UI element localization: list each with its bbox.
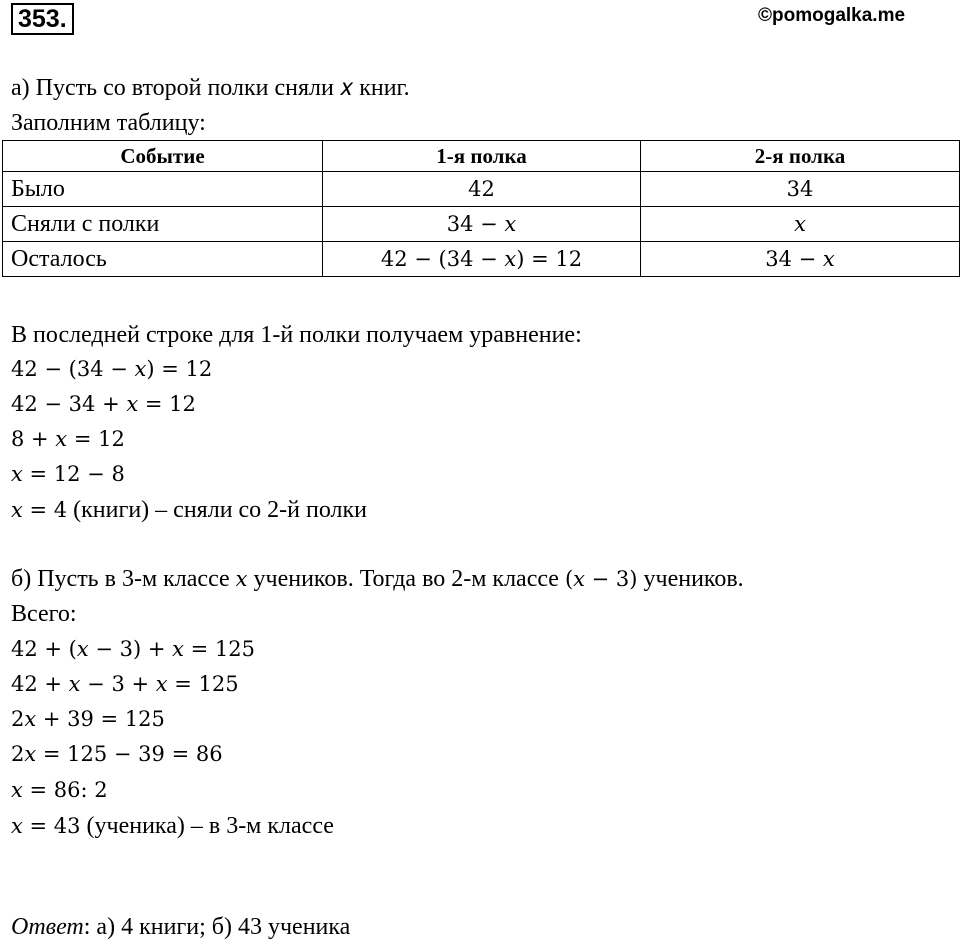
table-cell: 𝑥	[641, 207, 960, 242]
table-row	[3, 207, 960, 242]
equation-step: 42 − 34 + 𝑥 = 12	[11, 392, 196, 416]
table-row	[3, 242, 960, 277]
equation-step: 2𝑥 + 39 = 125	[11, 707, 165, 731]
answer-line	[11, 912, 350, 942]
equation-step: 42 − (34 − 𝑥) = 12	[11, 357, 213, 381]
total-label: Всего:	[11, 601, 77, 627]
table-cell: Было	[3, 172, 323, 207]
watermark: ©pomogalka.me	[758, 5, 906, 26]
result-math: 𝑥 = 4	[11, 498, 68, 522]
equation-step: 𝑥 = 12 − 8	[11, 462, 125, 486]
equation-step: 8 + 𝑥 = 12	[11, 427, 125, 451]
table-cell: 34	[641, 172, 960, 207]
equation-step: 2𝑥 = 125 − 39 = 86	[11, 742, 223, 766]
fill-table-label: Заполним таблицу:	[11, 110, 206, 136]
table-row	[3, 172, 960, 207]
equation-step: 42 + 𝑥 − 3 + 𝑥 = 125	[11, 672, 239, 696]
intro-var: 𝑥	[235, 567, 248, 591]
problem-number: 353.	[11, 3, 74, 35]
table-cell: 42	[323, 172, 641, 207]
intro-text: учеников.	[637, 566, 744, 592]
equation-intro: В последней строке для 1-й полки получаем уравнение:	[11, 322, 582, 348]
answer-label: Ответ	[11, 914, 84, 940]
shelves-table	[2, 140, 960, 277]
table-header-row	[3, 141, 960, 172]
part-a-result	[11, 495, 367, 525]
table-cell: Осталось	[3, 242, 323, 277]
part-a-intro: а) Пусть со второй полки сняли 𝑥 книг.	[11, 75, 410, 101]
result-text: (ученика) – в 3-м классе	[80, 813, 334, 839]
intro-text: учеников. Тогда во 2-м классе	[247, 566, 565, 592]
result-text: (книги) – сняли со 2-й полки	[67, 497, 368, 523]
intro-expr: (𝑥 − 3)	[564, 567, 638, 591]
equation-step: 42 + (𝑥 − 3) + 𝑥 = 125	[11, 637, 256, 661]
table-cell: 42 − (34 − 𝑥) = 12	[323, 242, 641, 277]
part-b-intro	[11, 564, 744, 594]
table-cell: 34 − 𝑥	[323, 207, 641, 242]
equation-step: 𝑥 = 86: 2	[11, 778, 108, 802]
intro-text: б) Пусть в 3-м классе	[11, 566, 236, 592]
result-math: 𝑥 = 43	[11, 814, 81, 838]
table-cell: 34 − 𝑥	[641, 242, 960, 277]
answer-text: : а) 4 книги; б) 43 ученика	[83, 914, 351, 940]
header-shelf-1: 1-я полка	[323, 141, 641, 172]
header-shelf-2: 2-я полка	[641, 141, 960, 172]
table-cell: Сняли с полки	[3, 207, 323, 242]
header-event: Событие	[3, 141, 323, 172]
part-b-result	[11, 811, 334, 841]
